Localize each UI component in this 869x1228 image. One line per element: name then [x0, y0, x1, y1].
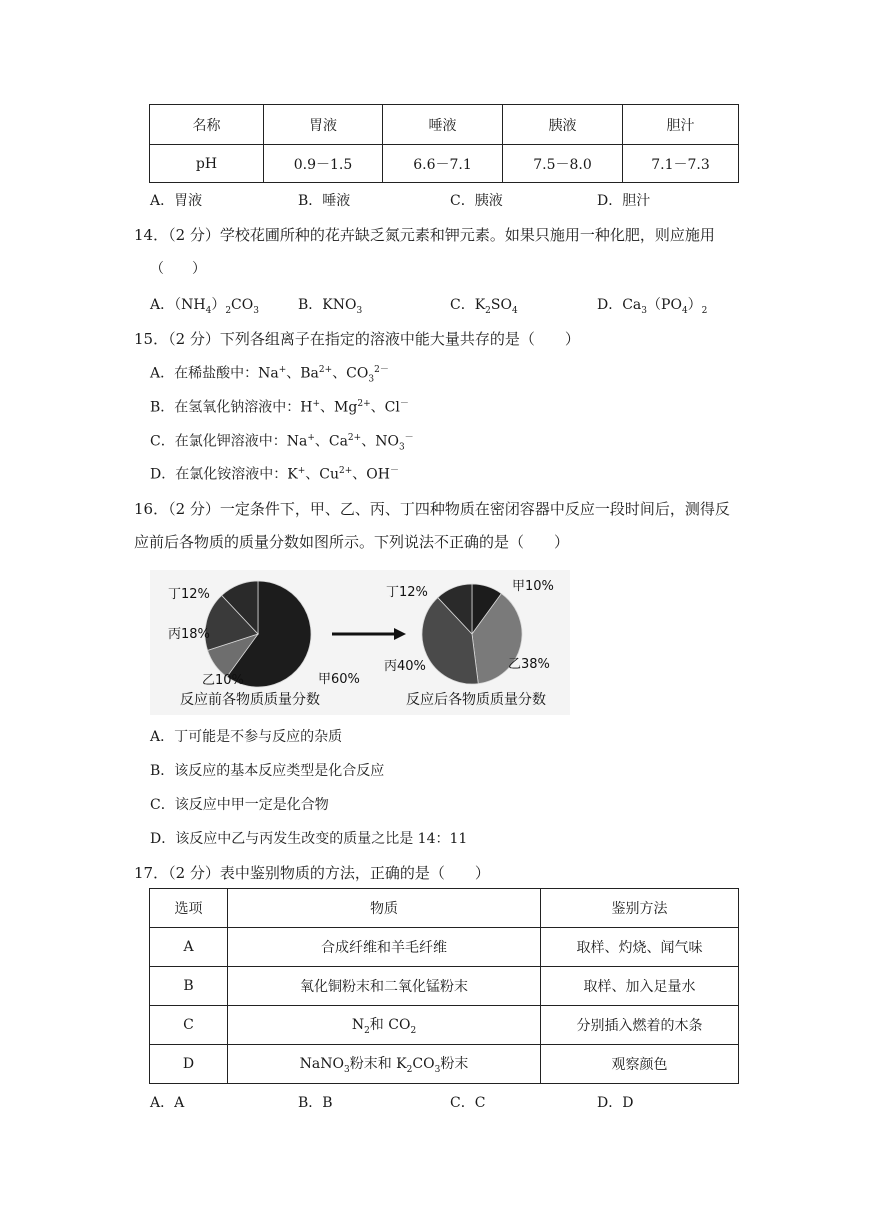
q14-stem: 14．（2 分）学校花圃所种的花卉缺乏氮元素和钾元素。如果只施用一种化肥，则应施用: [134, 226, 715, 244]
ph-table: [149, 104, 739, 183]
pie-chart-figure: [150, 570, 570, 715]
table-header-cell: 名称: [150, 105, 264, 145]
q15-stem: 15．（2 分）下列各组离子在指定的溶液中能大量共存的是（ ）: [134, 330, 580, 348]
q17-option-b: B．B: [298, 1095, 333, 1111]
pie-slice-label: 甲10%: [512, 579, 554, 594]
q17-option-d: D．D: [597, 1095, 634, 1111]
table-cell: B: [150, 967, 228, 1006]
pie-slice-label: 乙10%: [202, 673, 244, 688]
table-header-cell: 鉴别方法: [541, 889, 739, 928]
q15-option-a: A．在稀盐酸中：Na+、$Ba^{2+}$、$CO_3^{2-}$: [150, 365, 389, 385]
table-cell: 0.9－1.5: [264, 145, 383, 183]
q13-option-a: A．胃液: [150, 193, 203, 209]
table-cell: 氧化铜粉末和二氧化锰粉末: [228, 967, 541, 1006]
pie-slice-label: 丁12%: [386, 585, 428, 600]
table-cell: 分别插入燃着的木条: [541, 1006, 739, 1045]
table-header-cell: 胰液: [503, 105, 623, 145]
q16-option-a: A．丁可能是不参与反应的杂质: [150, 729, 343, 745]
table-cell: C: [150, 1006, 228, 1045]
q14-option-d: D．$Ca_3(PO_4)_2$: [597, 297, 708, 316]
table-cell: A: [150, 928, 228, 967]
q16-option-d: D．该反应中乙与丙发生改变的质量之比是 14：11: [150, 831, 468, 847]
q13-option-d: D．胆汁: [597, 193, 651, 209]
table-header-cell: 选项: [150, 889, 228, 928]
q16-stem-line1: 16．（2 分）一定条件下，甲、乙、丙、丁四种物质在密闭容器中反应一段时间后，测得反: [134, 500, 730, 518]
table-row: [150, 1006, 739, 1045]
table-cell: 观察颜色: [541, 1045, 739, 1084]
table-cell: 7.5－8.0: [503, 145, 623, 183]
q15-option-b: B．在氢氧化钠溶液中：H+、$Mg^{2+}$、Cl－: [150, 399, 409, 416]
q15-option-c: C．在氯化钾溶液中：Na+、$Ca^{2+}$、$NO_3^-$: [150, 433, 414, 453]
identification-table: [149, 888, 739, 1084]
q14-option-b: B．$KNO_3$: [298, 297, 363, 316]
table-cell: 6.6－7.1: [383, 145, 503, 183]
q17-option-a: A．A: [150, 1095, 185, 1111]
q16-option-c: C．该反应中甲一定是化合物: [150, 797, 329, 813]
q17-option-c: C．C: [450, 1095, 486, 1111]
table-cell: $N_2$和 $CO_2$: [228, 1006, 541, 1045]
table-header-cell: 胃液: [264, 105, 383, 145]
q16-stem-line2: 应前后各物质的质量分数如图所示。下列说法不正确的是（ ）: [134, 533, 570, 551]
q17-stem: 17．（2 分）表中鉴别物质的方法，正确的是（ ）: [134, 864, 490, 882]
table-cell: D: [150, 1045, 228, 1084]
pie-after-title: 反应后各物质质量分数: [406, 692, 546, 708]
q13-option-c: C．胰液: [450, 193, 503, 209]
table-cell: NaNO$_3$粉末和 $K_2CO_3$粉末: [228, 1045, 541, 1084]
pie-slice-label: 丙40%: [384, 659, 426, 674]
table-header-cell: 唾液: [383, 105, 503, 145]
table-header-cell: 物质: [228, 889, 541, 928]
table-row: [150, 1045, 739, 1084]
pie-slice-label: 甲60%: [318, 672, 360, 687]
pie-slice-label: 丙18%: [168, 627, 210, 642]
q14-option-c: C．$K_2SO_4$: [450, 297, 518, 316]
table-cell: 取样、灼烧、闻气味: [541, 928, 739, 967]
table-cell: 取样、加入足量水: [541, 967, 739, 1006]
table-cell: 合成纤维和羊毛纤维: [228, 928, 541, 967]
table-header-cell: 胆汁: [623, 105, 739, 145]
table-cell: 7.1－7.3: [623, 145, 739, 183]
pie-slice-label: 丁12%: [168, 587, 210, 602]
q14-option-a: A．$(NH_4)_2CO_3$: [150, 297, 259, 316]
pie-before-title: 反应前各物质质量分数: [180, 692, 320, 708]
q14-stem-bracket: （ ）: [150, 261, 206, 277]
table-row: [150, 928, 739, 967]
table-row: [150, 967, 739, 1006]
pie-slice-label: 乙38%: [508, 657, 550, 672]
q15-option-d: D．在氯化铵溶液中：K+、$Cu^{2+}$、OH－: [150, 466, 399, 483]
q13-option-b: B．唾液: [298, 193, 351, 209]
table-row-label: pH: [150, 145, 264, 183]
q16-option-b: B．该反应的基本反应类型是化合反应: [150, 763, 385, 779]
